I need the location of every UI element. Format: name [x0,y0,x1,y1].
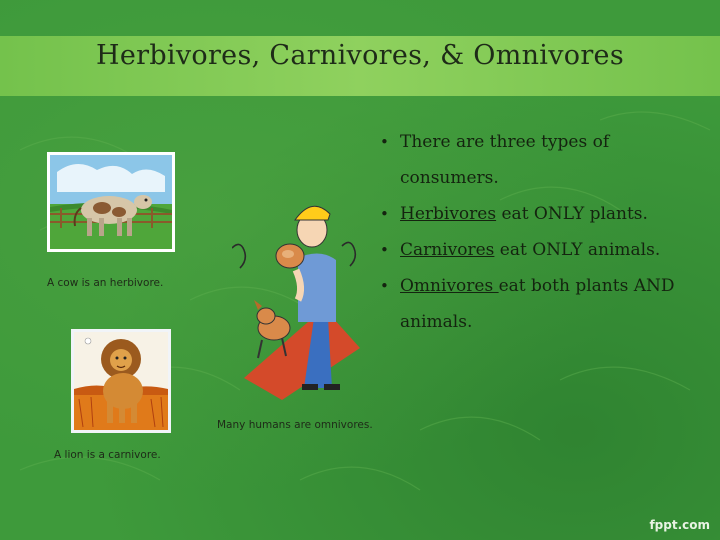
lion-picture [71,329,171,433]
bullet-item [380,124,680,196]
slide-title: Herbivores, Carnivores, & Omnivores [96,40,624,71]
fppt-watermark: fppt.com [649,518,710,532]
bullet-term: Herbivores [400,204,497,224]
boy-eating-dog-picture [232,188,362,400]
bullet-dot-icon: • [380,241,389,259]
cow-picture [47,152,175,252]
bullet-dot-icon: • [380,133,389,151]
bullet-item [380,268,680,340]
bullet-item [380,232,680,268]
bullet-term: Omnivores [400,276,499,296]
cow-caption: A cow is an herbivore. [47,277,164,289]
human-caption: Many humans are omnivores. [217,419,373,431]
bullet-text: eat both plants AND animals. [400,276,675,332]
bullet-text: There are three types of consumers. [400,132,610,188]
lion-caption: A lion is a carnivore. [54,449,161,461]
bullet-text: eat ONLY animals. [494,240,661,260]
bullet-text: eat ONLY plants. [496,204,648,224]
bullet-dot-icon: • [380,205,389,223]
bullet-list [380,124,680,340]
bullet-item [380,196,680,232]
bullet-dot-icon: • [380,277,389,295]
bullet-term: Carnivores [400,240,495,260]
